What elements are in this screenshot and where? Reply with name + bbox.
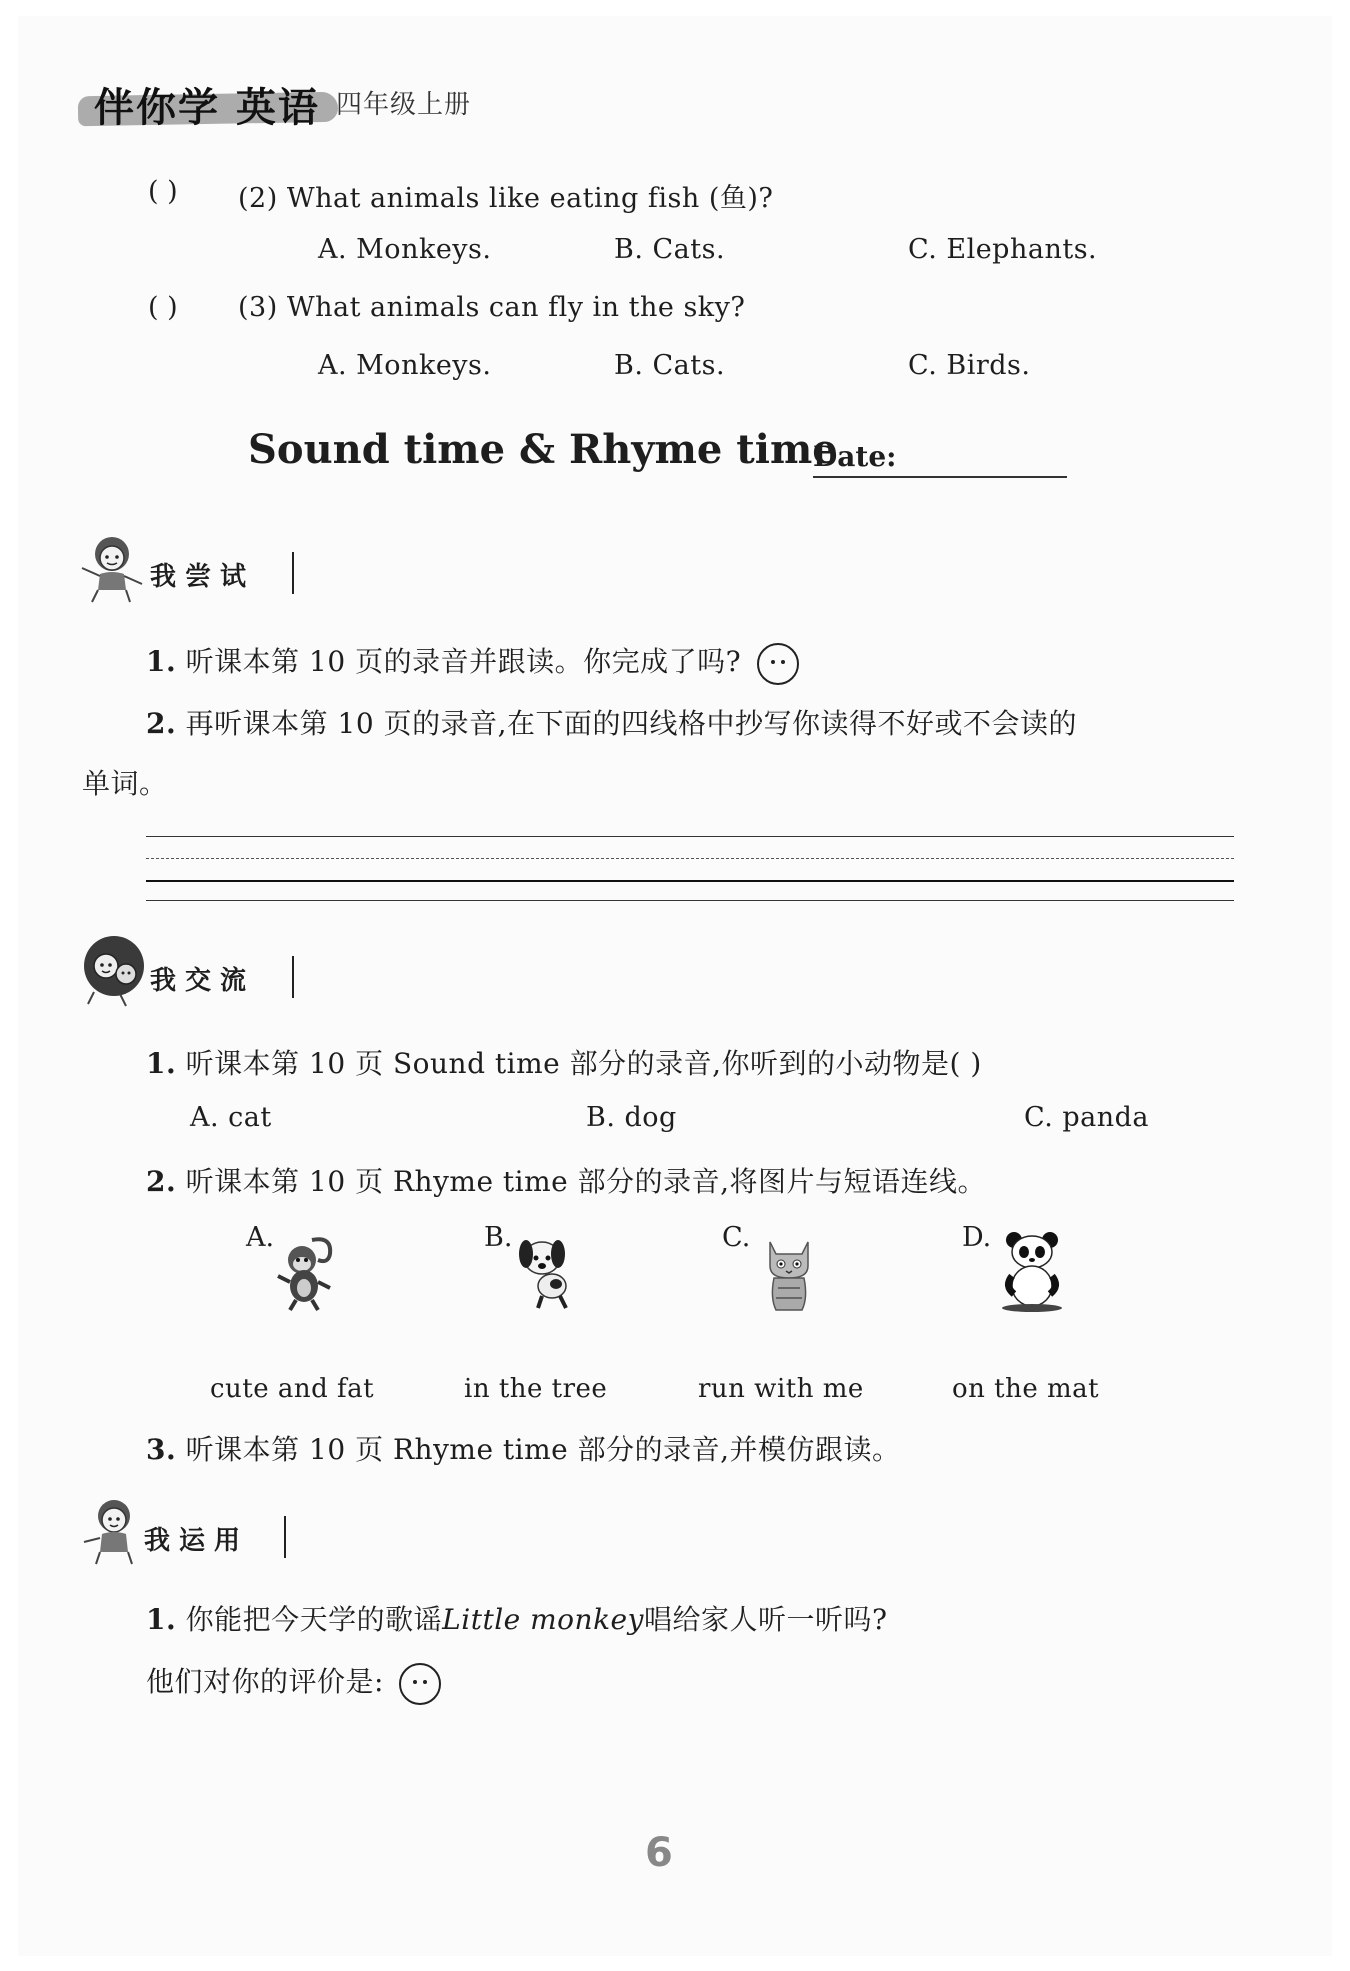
item-number: 1. (146, 1047, 177, 1080)
item-number: 2. (146, 707, 177, 740)
rhyme-title: Little monkey (442, 1603, 644, 1636)
picture-label-a: A. (246, 1222, 275, 1253)
exchange-item-1 (146, 1042, 982, 1082)
item-text: 听课本第 10 页 Rhyme time 部分的录音,并模仿跟读。 (185, 1433, 901, 1466)
phrase-2[interactable]: in the tree (464, 1374, 608, 1404)
item-text: 听课本第 10 页 Rhyme time 部分的录音,将图片与短语连线。 (185, 1165, 987, 1198)
book-title (92, 74, 324, 131)
item-number: 2. (146, 1165, 177, 1198)
option-c[interactable]: C. Birds. (908, 350, 1031, 381)
item-number: 1. (146, 645, 177, 678)
panda-icon[interactable] (996, 1228, 1070, 1312)
answer-blank[interactable]: ( ) (148, 292, 178, 323)
phrase-4[interactable]: on the mat (952, 1374, 1100, 1404)
section-label: 我运用 (144, 1526, 250, 1556)
label-divider (284, 1516, 286, 1558)
section-label: 我尝试 (150, 562, 256, 592)
option-b[interactable]: B. Cats. (614, 234, 726, 265)
item-text: 你能把今天学的歌谣 (185, 1603, 443, 1636)
four-line-writing-grid[interactable] (146, 836, 1234, 902)
date-label: Date: (813, 440, 897, 473)
section-title: Sound time & Rhyme time (248, 426, 838, 473)
option-b[interactable]: B. dog (586, 1102, 677, 1133)
option-c[interactable]: C. panda (1024, 1102, 1150, 1133)
dog-icon[interactable] (512, 1232, 578, 1312)
girl-mascot-icon (80, 1494, 150, 1568)
evaluation-text: 他们对你的评价是: (146, 1665, 384, 1698)
item-text: 唱给家人听一听吗? (643, 1603, 888, 1636)
phrase-3[interactable]: run with me (698, 1374, 864, 1404)
book-title-text: 伴你学 英语 (94, 85, 320, 131)
grid-line (146, 836, 1234, 837)
picture-label-b: B. (484, 1222, 513, 1253)
option-a[interactable]: A. cat (190, 1102, 272, 1133)
girl-mascot-icon (80, 530, 150, 604)
apply-evaluation (146, 1660, 441, 1705)
exchange-item-3 (146, 1428, 901, 1468)
grid-line (146, 858, 1234, 859)
try-item-1 (146, 640, 799, 685)
option-a[interactable]: A. Monkeys. (318, 234, 492, 265)
grade-label: 四年级上册 (336, 90, 472, 120)
label-divider (292, 956, 294, 998)
section-header-exchange (80, 934, 310, 1008)
phrase-1[interactable]: cute and fat (210, 1374, 375, 1404)
item-text: 听课本第 10 页 Sound time 部分的录音,你听到的小动物是( ) (185, 1047, 982, 1080)
option-b[interactable]: B. Cats. (614, 350, 726, 381)
question-stem: (2) What animals like eating fish (鱼)? (238, 183, 774, 214)
answer-blank[interactable]: ( ) (148, 176, 178, 207)
section-label: 我交流 (150, 966, 256, 996)
try-item-2 (146, 702, 1077, 742)
label-divider (292, 552, 294, 594)
question-stem: (3) What animals can fly in the sky? (238, 292, 746, 323)
exchange-item-2 (146, 1160, 986, 1200)
date-field[interactable] (813, 476, 1067, 478)
option-c[interactable]: C. Elephants. (908, 234, 1098, 265)
option-a[interactable]: A. Monkeys. (318, 350, 492, 381)
section-header-apply (80, 1494, 310, 1568)
apply-item-1 (146, 1598, 887, 1638)
smiley-face-icon[interactable] (757, 643, 799, 685)
grid-line (146, 900, 1234, 901)
try-item-2-continued: 单词。 (82, 767, 168, 800)
item-text: 听课本第 10 页的录音并跟读。你完成了吗? (185, 645, 742, 678)
section-header-try (80, 530, 310, 604)
monkey-icon[interactable] (272, 1230, 342, 1314)
picture-label-d: D. (962, 1222, 992, 1253)
cat-icon[interactable] (758, 1232, 820, 1316)
grid-line (146, 880, 1234, 882)
item-number: 3. (146, 1433, 177, 1466)
picture-label-c: C. (722, 1222, 751, 1253)
boy-mascot-icon (80, 934, 150, 1008)
page-number: 6 (645, 1830, 673, 1876)
smiley-face-icon[interactable] (399, 1663, 441, 1705)
item-number: 1. (146, 1603, 177, 1636)
item-text: 再听课本第 10 页的录音,在下面的四线格中抄写你读得不好或不会读的 (185, 707, 1077, 740)
